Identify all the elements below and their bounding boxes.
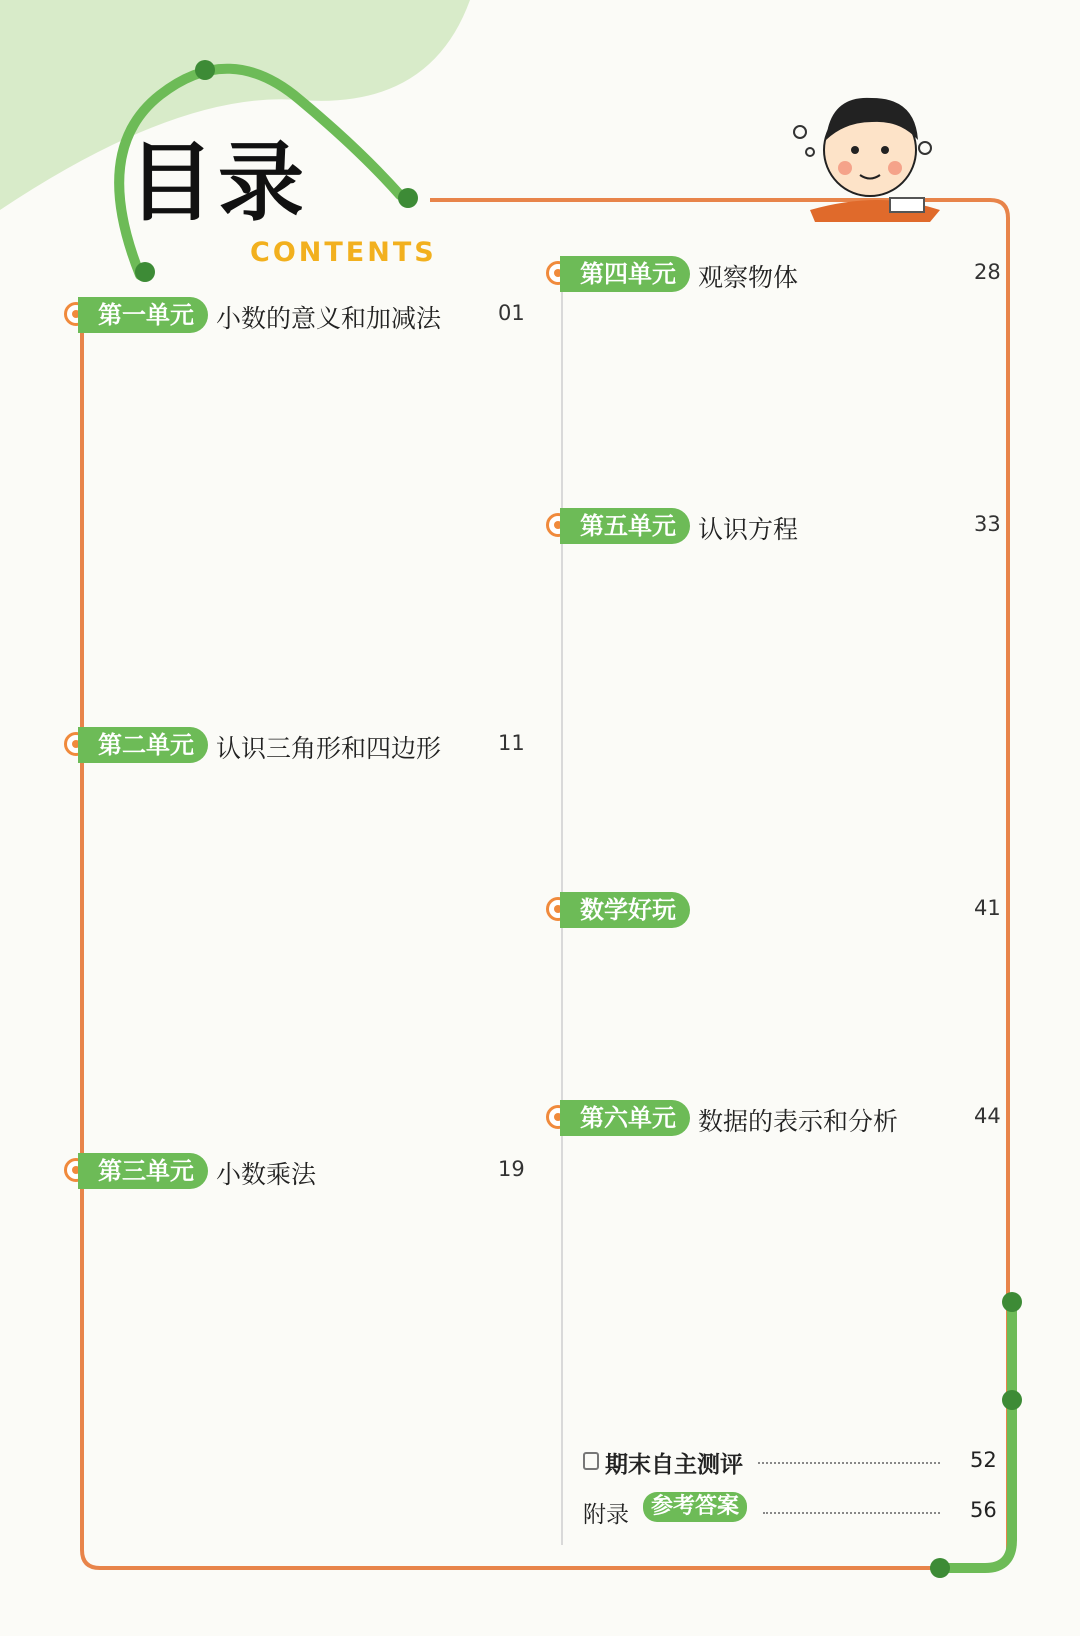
- unit-title: 数据的表示和分析: [698, 1107, 899, 1136]
- toc-unit-header[interactable]: [64, 721, 524, 767]
- unit-badge: 第六单元: [560, 1100, 690, 1136]
- dot-leader: [763, 1512, 940, 1514]
- unit-title: 认识三角形和四边形: [216, 734, 442, 763]
- toc-extra-page: 56: [970, 1498, 997, 1522]
- boy-illustration: [794, 98, 940, 222]
- dot-leader: [758, 1462, 940, 1464]
- toc-unit-header[interactable]: [64, 291, 524, 337]
- orange-frame: [82, 200, 1008, 1568]
- unit-page: 44: [974, 1104, 1001, 1128]
- toc-extra-page: 52: [970, 1448, 997, 1472]
- toc-extra-name: 期末自主测评: [605, 1452, 743, 1478]
- toc-extra-appendix[interactable]: [583, 1490, 1000, 1530]
- appendix-prefix: 附录: [583, 1502, 629, 1528]
- unit-badge: 第三单元: [78, 1153, 208, 1189]
- toc-unit-header[interactable]: [546, 502, 1000, 548]
- toc-unit-header[interactable]: [64, 1147, 524, 1193]
- page-subtitle: CONTENTS: [250, 237, 437, 268]
- unit-page: 33: [974, 512, 1001, 536]
- unit-badge: 第二单元: [78, 727, 208, 763]
- book-icon: [583, 1452, 599, 1470]
- unit-badge: 第四单元: [560, 256, 690, 292]
- unit-title: 观察物体: [698, 263, 799, 292]
- unit-badge: 第五单元: [560, 508, 690, 544]
- unit-title: 小数的意义和加减法: [216, 304, 442, 333]
- unit-badge: 第一单元: [78, 297, 208, 333]
- page-title: 目录: [128, 133, 308, 233]
- unit-page: 41: [974, 896, 1001, 920]
- answers-badge: 参考答案: [643, 1492, 747, 1522]
- unit-page: 01: [498, 301, 525, 325]
- page-title-block: [128, 133, 308, 233]
- unit-title: 认识方程: [698, 515, 799, 544]
- toc-unit-header[interactable]: [546, 886, 1000, 932]
- unit-page: 11: [498, 731, 525, 755]
- unit-page: 19: [498, 1157, 525, 1181]
- unit-badge: 数学好玩: [560, 892, 690, 928]
- unit-title: 小数乘法: [216, 1160, 317, 1189]
- unit-page: 28: [974, 260, 1001, 284]
- toc-extra-exam[interactable]: [583, 1440, 1000, 1480]
- toc-unit-header[interactable]: [546, 250, 1000, 296]
- toc-unit-header[interactable]: [546, 1094, 1000, 1140]
